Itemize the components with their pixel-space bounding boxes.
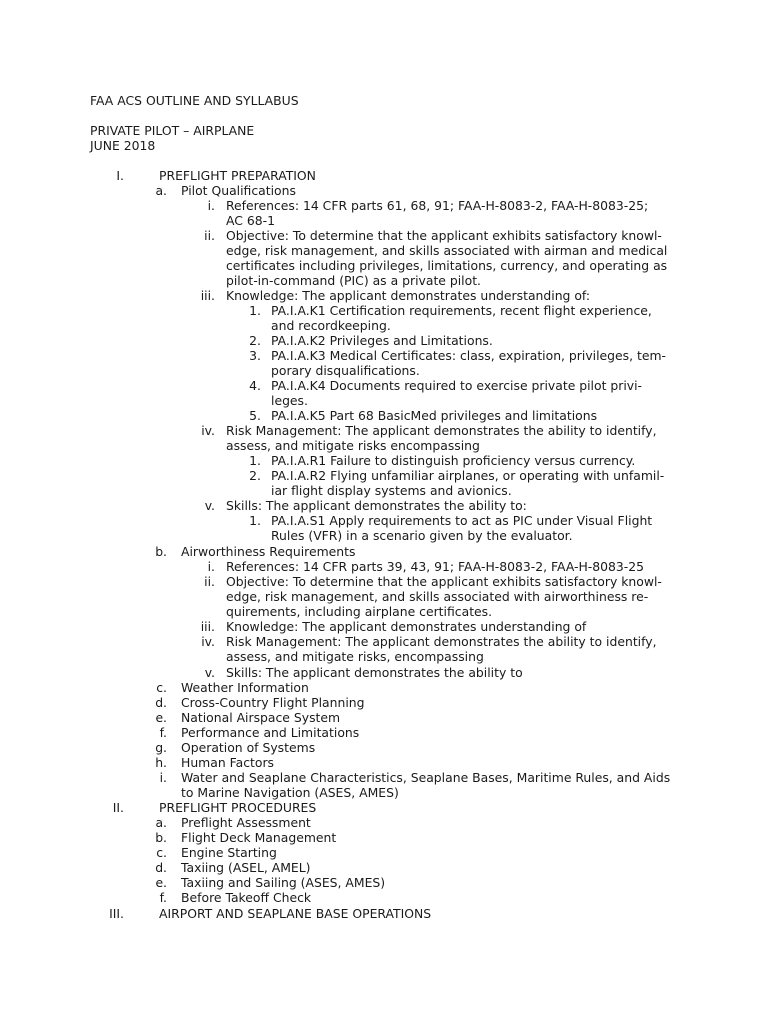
outline-item-marker: i. xyxy=(207,198,215,213)
outline-item-text: PA.I.A.K5 Part 68 BasicMed privileges and limitations xyxy=(271,408,598,423)
outline-item-marker: b. xyxy=(155,544,167,559)
outline-item-marker: v. xyxy=(204,498,215,513)
outline-item-marker: e. xyxy=(155,875,167,890)
outline-item-marker: d. xyxy=(155,860,167,875)
outline-item-marker: 2. xyxy=(249,468,261,483)
outline-item-marker: b. xyxy=(155,830,167,845)
outline-item-text: Preflight Assessment xyxy=(181,815,311,830)
outline-item-text: Risk Management: The applicant demonstrates the ability to identify, assess, and mitigate risks, encompassing xyxy=(226,634,657,664)
outline-item-marker: a. xyxy=(155,183,167,198)
outline-item-text: PA.I.A.R2 Flying unfamiliar airplanes, or operating with unfamil- iar flight display systems and avionics. xyxy=(271,468,665,498)
outline-item-marker: c. xyxy=(156,845,167,860)
outline-item-text: PREFLIGHT PROCEDURES xyxy=(159,800,317,815)
document-date: JUNE 2018 xyxy=(90,138,156,153)
outline-item-marker: 5. xyxy=(249,408,261,423)
outline-item-text: Weather Information xyxy=(181,680,309,695)
outline-item-marker: d. xyxy=(155,695,167,710)
outline-item-marker: ii. xyxy=(204,574,215,589)
outline-item-marker: 1. xyxy=(249,303,261,318)
outline-item-marker: iv. xyxy=(201,634,215,649)
outline-item-marker: ii. xyxy=(204,228,215,243)
outline-item-text: Pilot Qualifications xyxy=(181,183,296,198)
outline-item-text: Knowledge: The applicant demonstrates understanding of xyxy=(226,619,587,634)
outline-item-marker: iii. xyxy=(200,288,215,303)
outline-item-marker: III. xyxy=(109,906,124,921)
outline-item-text: PREFLIGHT PREPARATION xyxy=(159,168,316,183)
outline-item-marker: f. xyxy=(159,890,167,905)
outline-item-marker: 1. xyxy=(249,513,261,528)
outline-item-text: PA.I.A.K2 Privileges and Limitations. xyxy=(271,333,493,348)
outline-item-text: Water and Seaplane Characteristics, Seaplane Bases, Maritime Rules, and Aids to Marine Navigation (ASES, AMES) xyxy=(181,770,671,800)
outline-item-marker: II. xyxy=(112,800,124,815)
outline-item-marker: I. xyxy=(116,168,124,183)
outline-item-text: PA.I.A.K3 Medical Certificates: class, expiration, privileges, tem- porary disqualifications. xyxy=(271,348,667,378)
outline-item-text: References: 14 CFR parts 39, 43, 91; FAA-H-8083-2, FAA-H-8083-25 xyxy=(226,559,645,574)
outline-item-text: Risk Management: The applicant demonstrates the ability to identify, assess, and mitigate risks encompassing xyxy=(226,423,657,453)
outline-item-marker: iii. xyxy=(200,619,215,634)
outline-item-marker: e. xyxy=(155,710,167,725)
outline-item-text: PA.I.A.S1 Apply requirements to act as PIC under Visual Flight Rules (VFR) in a scenario given by the evaluator. xyxy=(271,513,653,543)
outline-item-text: PA.I.A.K4 Documents required to exercise private pilot privi- leges. xyxy=(271,378,643,408)
outline-item-text: Taxiing and Sailing (ASES, AMES) xyxy=(181,875,386,890)
outline-item-text: PA.I.A.R1 Failure to distinguish proficiency versus currency. xyxy=(271,453,636,468)
outline-item-marker: i. xyxy=(159,770,167,785)
outline-item-text: Performance and Limitations xyxy=(181,725,360,740)
outline-item-marker: 2. xyxy=(249,333,261,348)
outline-item-marker: 4. xyxy=(249,378,261,393)
outline-item-text: Skills: The applicant demonstrates the ability to xyxy=(226,665,523,680)
outline-item-marker: f. xyxy=(159,725,167,740)
outline-item-marker: v. xyxy=(204,665,215,680)
outline-item-marker: g. xyxy=(155,740,167,755)
outline-item-marker: c. xyxy=(156,680,167,695)
outline-item-text: Operation of Systems xyxy=(181,740,316,755)
outline-item-text: Objective: To determine that the applicant exhibits satisfactory knowl- edge, risk management, and skills associated with airman and medical certificates including privileges, limitations, currency, and operating as pilot-in-command (PIC) as a private pilot. xyxy=(226,228,668,288)
outline-item-text: Human Factors xyxy=(181,755,275,770)
outline-item-marker: iv. xyxy=(201,423,215,438)
document-title: FAA ACS OUTLINE AND SYLLABUS xyxy=(90,93,299,108)
outline-item-text: Before Takeoff Check xyxy=(181,890,312,905)
outline-item-text: Skills: The applicant demonstrates the ability to: xyxy=(226,498,527,513)
outline-item-marker: 3. xyxy=(249,348,261,363)
outline-item-text: Taxiing (ASEL, AMEL) xyxy=(181,860,311,875)
outline-item-text: Flight Deck Management xyxy=(181,830,337,845)
outline-item-marker: h. xyxy=(155,755,167,770)
outline-item-text: References: 14 CFR parts 61, 68, 91; FAA-H-8083-2, FAA-H-8083-25; AC 68-1 xyxy=(226,198,649,228)
document-subtitle: PRIVATE PILOT – AIRPLANE xyxy=(90,123,255,138)
outline-item-text: Airworthiness Requirements xyxy=(181,544,356,559)
outline-item-text: Cross-Country Flight Planning xyxy=(181,695,365,710)
outline-item-text: Knowledge: The applicant demonstrates understanding of: xyxy=(226,288,591,303)
outline-item-text: National Airspace System xyxy=(181,710,341,725)
outline-item-text: Objective: To determine that the applicant exhibits satisfactory knowl- edge, risk management, and skills associated with airworthiness re- quirements, including airplane certificates. xyxy=(226,574,662,619)
outline-item-text: AIRPORT AND SEAPLANE BASE OPERATIONS xyxy=(159,906,432,921)
outline-item-text: Engine Starting xyxy=(181,845,277,860)
outline-item-marker: 1. xyxy=(249,453,261,468)
outline-item-marker: a. xyxy=(155,815,167,830)
outline-item-marker: i. xyxy=(207,559,215,574)
outline-item-text: PA.I.A.K1 Certification requirements, recent flight experience, and recordkeeping. xyxy=(271,303,652,333)
